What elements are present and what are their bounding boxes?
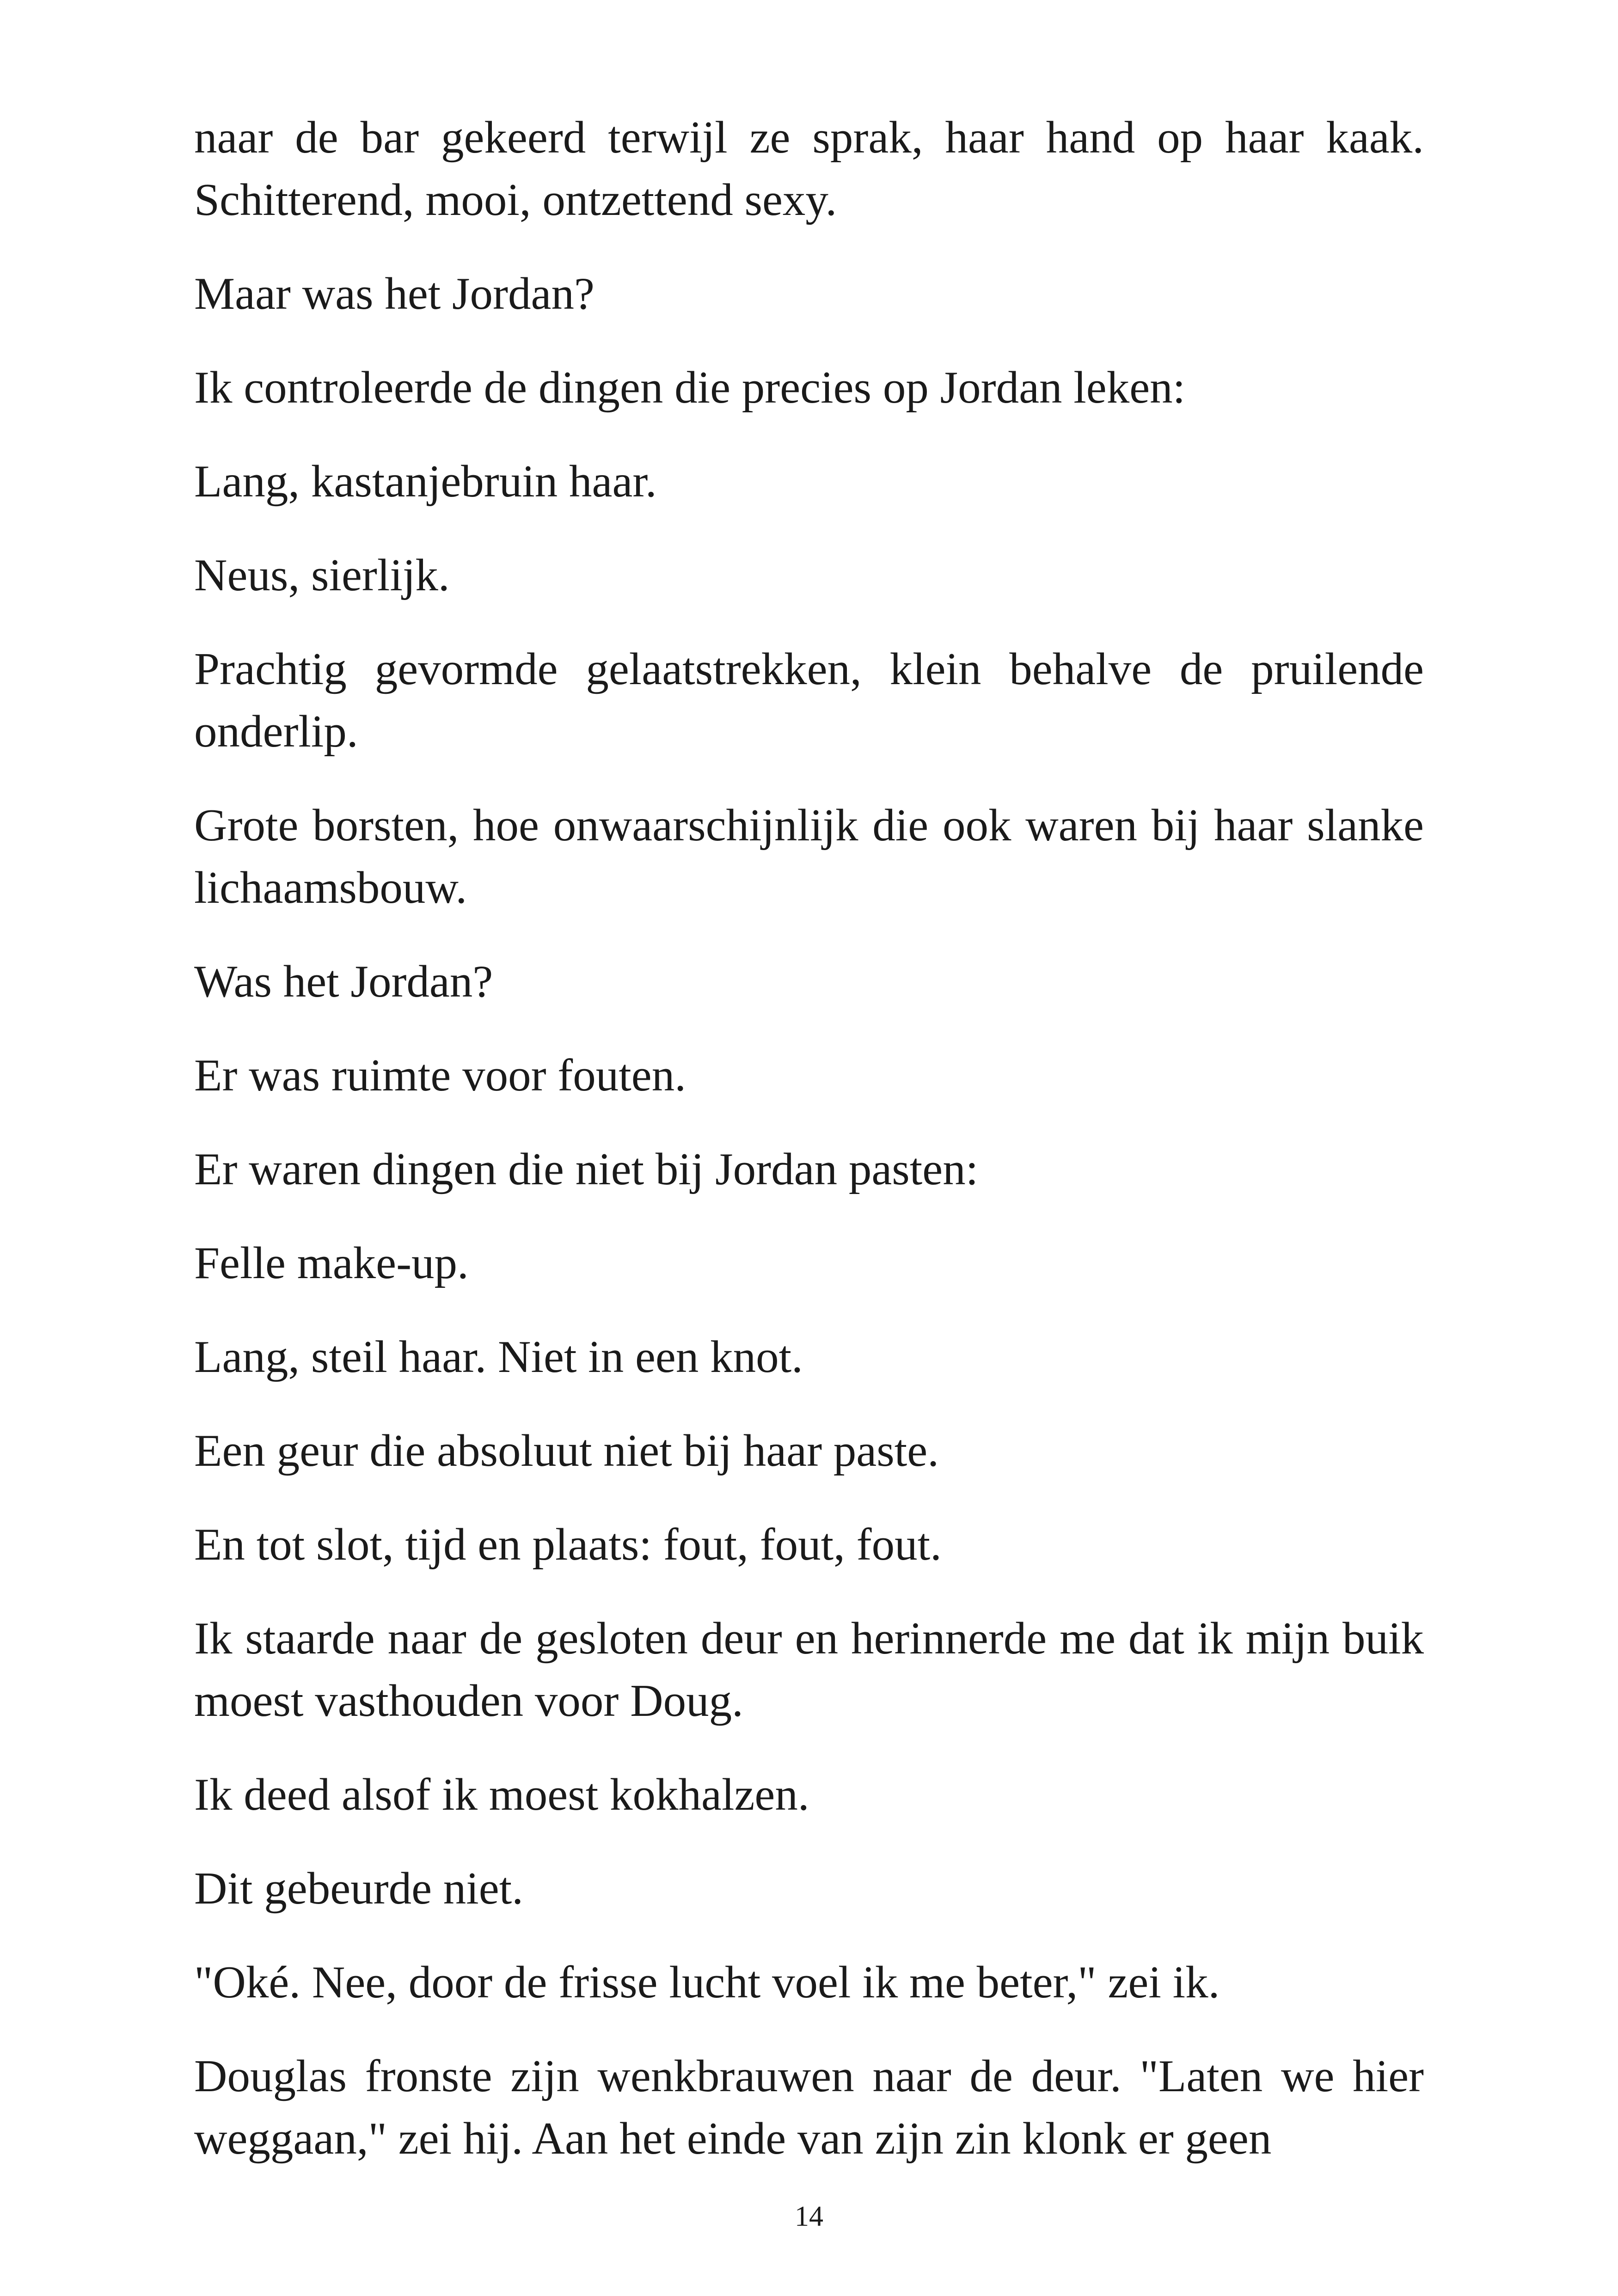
- paragraph: Was het Jordan?: [194, 956, 493, 1007]
- paragraph: Neus, sierlijk.: [194, 550, 450, 600]
- paragraph: Ik controleerde de dingen die precies op Jordan leken:: [194, 362, 1186, 413]
- paragraph: Er was ruimte voor fouten.: [194, 1050, 686, 1101]
- page-number: 14: [795, 2201, 823, 2232]
- paragraph: Lang, kastanjebruin haar.: [194, 456, 657, 507]
- paragraph: "Oké. Nee, door de frisse lucht voel ik me beter," zei ik.: [194, 1957, 1220, 2008]
- paragraph: Dit gebeurde niet.: [194, 1863, 523, 1914]
- paragraph: Felle make-up.: [194, 1238, 469, 1288]
- body-text: [194, 106, 1424, 2201]
- paragraph: Er waren dingen die niet bij Jordan pasten:: [194, 1144, 979, 1194]
- paragraph: Prachtig gevormde gelaatstrekken, klein behalve de pruilende onderlip.: [194, 644, 1424, 757]
- paragraph: Douglas fronste zijn wenkbrauwen naar de deur. "Laten we hier weggaan," zei hij. Aan het einde van zijn zin klonk er geen: [194, 2051, 1424, 2164]
- paragraph: En tot slot, tijd en plaats: fout, fout, fout.: [194, 1519, 942, 1570]
- paragraph: Lang, steil haar. Niet in een knot.: [194, 1332, 803, 1382]
- paragraph: Maar was het Jordan?: [194, 269, 594, 319]
- paragraph: naar de bar gekeerd terwijl ze sprak, haar hand op haar kaak. Schitterend, mooi, ontzettend sexy.: [194, 112, 1424, 225]
- paragraph: Ik staarde naar de gesloten deur en herinnerde me dat ik mijn buik moest vasthouden voor Doug.: [194, 1613, 1424, 1726]
- paragraph: Ik deed alsof ik moest kokhalzen.: [194, 1769, 809, 1820]
- paragraph: Een geur die absoluut niet bij haar paste.: [194, 1426, 939, 1476]
- paragraph: Grote borsten, hoe onwaarschijnlijk die ook waren bij haar slanke lichaamsbouw.: [194, 800, 1424, 913]
